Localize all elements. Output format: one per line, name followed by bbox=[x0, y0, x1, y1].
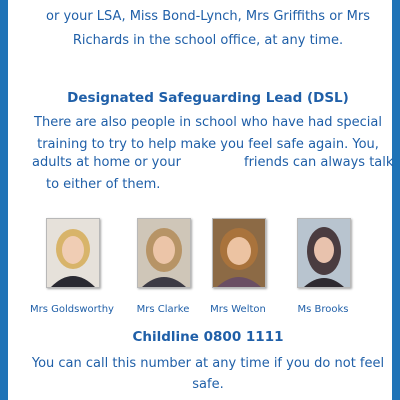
staff-name-clarke: Mrs Clarke bbox=[136, 304, 190, 315]
staff-photo-goldsworthy bbox=[46, 218, 100, 288]
intro-line-1: or your LSA, Miss Bond-Lynch, Mrs Griffiths or Mrs bbox=[46, 9, 370, 24]
staff-name-goldsworthy: Mrs Goldsworthy bbox=[30, 304, 114, 315]
staff-photo-welton bbox=[212, 218, 266, 288]
dsl-line-1: There are also people in school who have had special bbox=[34, 115, 382, 130]
childline-line-2: safe. bbox=[192, 377, 224, 392]
dsl-line-2: training to try to help make you feel safe again. You, bbox=[37, 137, 379, 152]
staff-photo-clarke bbox=[137, 218, 191, 288]
childline-heading: Childline 0800 1111 bbox=[132, 329, 284, 345]
dsl-line-3-start: adults at home or your bbox=[32, 155, 181, 170]
intro-line-2: Richards in the school office, at any time. bbox=[72, 33, 344, 48]
staff-name-brooks: Ms Brooks bbox=[297, 304, 349, 315]
dsl-line-4: to either of them. bbox=[46, 177, 161, 192]
dsl-heading: Designated Safeguarding Lead (DSL) bbox=[67, 90, 349, 106]
staff-name-welton: Mrs Welton bbox=[210, 304, 266, 315]
dsl-line-3-end: friends can always talk bbox=[244, 155, 394, 170]
childline-line-1: You can call this number at any time if you do not feel bbox=[31, 356, 385, 371]
staff-photo-brooks bbox=[297, 218, 351, 288]
